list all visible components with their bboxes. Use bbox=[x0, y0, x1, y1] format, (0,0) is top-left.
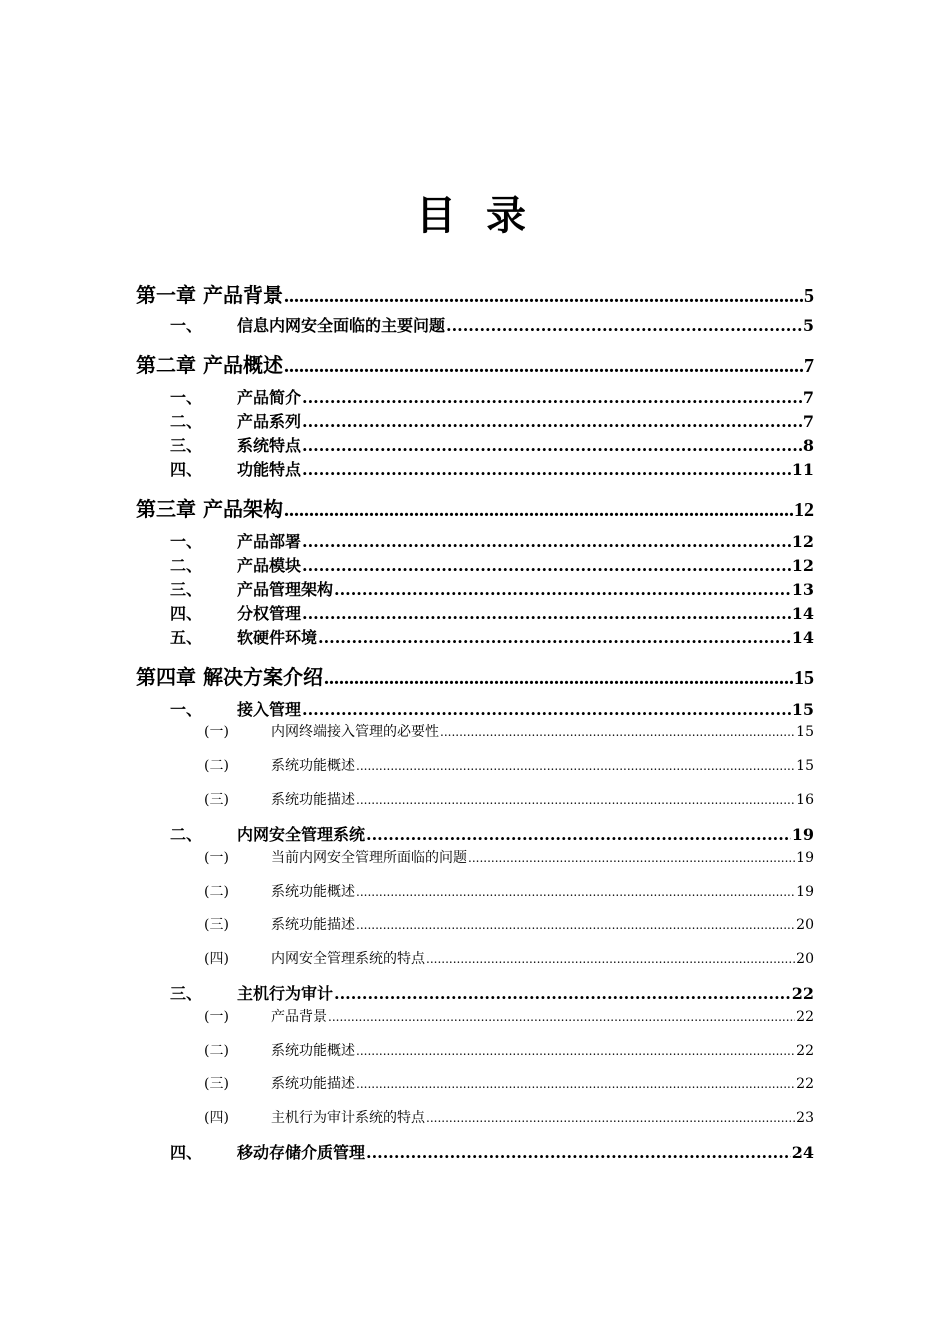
toc-dot-leader bbox=[302, 604, 791, 623]
toc-entry-title: 系统功能概述 bbox=[271, 758, 355, 774]
toc-dot-leader bbox=[366, 1143, 791, 1162]
toc-page-number: 22 bbox=[796, 1009, 814, 1025]
toc-entry-level-3[interactable] bbox=[204, 948, 814, 970]
toc-page-number: 22 bbox=[796, 1076, 814, 1092]
toc-dot-leader bbox=[440, 725, 795, 739]
toc-page-number: 7 bbox=[804, 355, 814, 377]
toc-entry-level-2[interactable] bbox=[170, 529, 814, 553]
toc-entry-title: 系统功能描述 bbox=[271, 792, 355, 808]
toc-page-number: 7 bbox=[802, 388, 814, 407]
toc-entry-number: 一、 bbox=[170, 316, 203, 335]
toc-entry-title: 分权管理 bbox=[237, 604, 302, 623]
toc-entry-title: 产品部署 bbox=[237, 532, 302, 551]
toc-entry-level-2[interactable] bbox=[170, 625, 814, 649]
toc-entry-number: (四) bbox=[204, 1110, 229, 1126]
toc-entry-level-2[interactable] bbox=[170, 601, 814, 625]
toc-entry-level-2[interactable] bbox=[170, 385, 814, 409]
toc-entry-level-2[interactable] bbox=[170, 577, 814, 601]
toc-entry-title: 当前内网安全管理所面临的问题 bbox=[271, 850, 467, 866]
toc-entry-level-2[interactable] bbox=[170, 433, 814, 457]
toc-dot-leader bbox=[468, 851, 795, 865]
toc-dot-leader bbox=[302, 436, 802, 455]
toc-entry-level-2[interactable] bbox=[170, 697, 814, 721]
toc-entry-level-1[interactable] bbox=[136, 493, 814, 523]
toc-entry-title: 内网安全管理系统的特点 bbox=[271, 951, 425, 967]
toc-entry-number: 三、 bbox=[170, 580, 203, 599]
toc-page-number: 22 bbox=[796, 1043, 814, 1059]
toc-page-number: 15 bbox=[796, 724, 814, 740]
toc-entry-title: 产品简介 bbox=[237, 388, 302, 407]
toc-entry-number: (二) bbox=[204, 884, 229, 900]
toc-entry-title: 第三章 产品架构 bbox=[136, 497, 283, 521]
toc-entry-level-3[interactable] bbox=[204, 914, 814, 936]
toc-entry-title: 系统功能概述 bbox=[271, 1043, 355, 1059]
toc-entry-number: 四、 bbox=[170, 460, 203, 479]
toc-page-number: 16 bbox=[796, 792, 814, 808]
toc-page-number: 5 bbox=[802, 316, 814, 335]
toc-entry-number: (二) bbox=[204, 758, 229, 774]
toc-entry-number: (三) bbox=[204, 792, 229, 808]
toc-dot-leader bbox=[356, 885, 795, 899]
toc-entry-title: 信息内网安全面临的主要问题 bbox=[237, 316, 446, 335]
toc-page-number: 19 bbox=[791, 825, 814, 844]
toc-dot-leader bbox=[324, 667, 793, 690]
toc-entry-title: 软硬件环境 bbox=[237, 628, 318, 647]
toc-dot-leader bbox=[302, 460, 791, 479]
toc-page-number: 19 bbox=[796, 884, 814, 900]
toc-page-number: 20 bbox=[796, 951, 814, 967]
toc-entry-level-2[interactable] bbox=[170, 313, 814, 337]
toc-dot-leader bbox=[302, 412, 802, 431]
toc-entry-level-1[interactable] bbox=[136, 661, 814, 691]
toc-page-number: 12 bbox=[791, 556, 814, 575]
toc-dot-leader bbox=[356, 1044, 795, 1058]
toc-entry-title: 第二章 产品概述 bbox=[136, 353, 283, 377]
toc-entry-level-2[interactable] bbox=[170, 457, 814, 481]
toc-page-number: 13 bbox=[791, 580, 814, 599]
toc-entry-number: (四) bbox=[204, 951, 229, 967]
toc-dot-leader bbox=[302, 556, 791, 575]
toc-entry-title: 接入管理 bbox=[237, 700, 302, 719]
toc-entry-level-3[interactable] bbox=[204, 1006, 814, 1028]
toc-entry-number: 二、 bbox=[170, 825, 203, 844]
toc-entry-number: 二、 bbox=[170, 412, 203, 431]
toc-page-number: 23 bbox=[796, 1110, 814, 1126]
toc-page-number: 19 bbox=[796, 850, 814, 866]
toc-entry-title: 主机行为审计 bbox=[237, 984, 334, 1003]
toc-entry-title: 系统功能描述 bbox=[271, 1076, 355, 1092]
toc-entry-title: 产品系列 bbox=[237, 412, 302, 431]
toc-entry-number: 一、 bbox=[170, 532, 203, 551]
toc-entry-level-2[interactable] bbox=[170, 822, 814, 846]
toc-page-number: 12 bbox=[791, 532, 814, 551]
toc-entry-title: 系统功能概述 bbox=[271, 884, 355, 900]
toc-dot-leader bbox=[318, 628, 791, 647]
toc-entry-level-3[interactable] bbox=[204, 847, 814, 869]
toc-dot-leader bbox=[284, 499, 793, 522]
toc-entry-number: (三) bbox=[204, 1076, 229, 1092]
toc-entry-title: 产品背景 bbox=[271, 1009, 327, 1025]
toc-entry-level-3[interactable] bbox=[204, 1073, 814, 1095]
toc-entry-title: 第四章 解决方案介绍 bbox=[136, 665, 323, 689]
toc-page-number: 8 bbox=[802, 436, 814, 455]
toc-page-number: 20 bbox=[796, 917, 814, 933]
toc-entry-number: 二、 bbox=[170, 556, 203, 575]
toc-dot-leader bbox=[302, 532, 791, 551]
toc-entry-title: 系统特点 bbox=[237, 436, 302, 455]
toc-page-number: 12 bbox=[794, 499, 814, 521]
toc-dot-leader bbox=[366, 825, 791, 844]
toc-entry-title: 内网终端接入管理的必要性 bbox=[271, 724, 439, 740]
toc-entry-level-2[interactable] bbox=[170, 409, 814, 433]
toc-entry-title: 主机行为审计系统的特点 bbox=[271, 1110, 425, 1126]
toc-entry-title: 内网安全管理系统 bbox=[237, 825, 366, 844]
toc-dot-leader bbox=[356, 793, 795, 807]
toc-entry-level-1[interactable] bbox=[136, 279, 814, 309]
toc-page-number: 15 bbox=[791, 700, 814, 719]
toc-entry-level-3[interactable] bbox=[204, 755, 814, 777]
toc-entry-number: (一) bbox=[204, 850, 229, 866]
toc-entry-number: (一) bbox=[204, 724, 229, 740]
toc-entry-level-1[interactable] bbox=[136, 349, 814, 379]
toc-entry-level-3[interactable] bbox=[204, 881, 814, 903]
toc-dot-leader bbox=[334, 984, 791, 1003]
toc-entry-number: 一、 bbox=[170, 388, 203, 407]
toc-page-number: 15 bbox=[794, 667, 814, 689]
toc-entry-title: 移动存储介质管理 bbox=[237, 1143, 366, 1162]
toc-entry-level-2[interactable] bbox=[170, 553, 814, 577]
toc-entry-number: (三) bbox=[204, 917, 229, 933]
toc-dot-leader bbox=[356, 1077, 795, 1091]
toc-entry-level-3[interactable] bbox=[204, 789, 814, 811]
toc-entry-number: 五、 bbox=[170, 628, 203, 647]
toc-dot-leader bbox=[328, 1010, 795, 1024]
toc-entry-level-3[interactable] bbox=[204, 1040, 814, 1062]
toc-entry-title: 产品管理架构 bbox=[237, 580, 334, 599]
toc-page-number: 11 bbox=[791, 460, 814, 479]
toc-dot-leader bbox=[426, 1111, 795, 1125]
toc-entry-number: 三、 bbox=[170, 984, 203, 1003]
toc-entry-level-2[interactable] bbox=[170, 1140, 814, 1164]
toc-dot-leader bbox=[302, 388, 802, 407]
toc-dot-leader bbox=[302, 700, 791, 719]
toc-page-number: 5 bbox=[804, 285, 814, 307]
toc-entry-title: 功能特点 bbox=[237, 460, 302, 479]
toc-page-number: 24 bbox=[791, 1143, 814, 1162]
toc-entry-level-2[interactable] bbox=[170, 981, 814, 1005]
toc-entry-number: 四、 bbox=[170, 1143, 203, 1162]
toc-title: 目 录 bbox=[416, 192, 534, 239]
toc-page-number: 22 bbox=[791, 984, 814, 1003]
toc-dot-leader bbox=[334, 580, 791, 599]
toc-entry-title: 系统功能描述 bbox=[271, 917, 355, 933]
toc-page-number: 7 bbox=[802, 412, 814, 431]
toc-dot-leader bbox=[356, 759, 795, 773]
toc-entry-title: 第一章 产品背景 bbox=[136, 283, 283, 307]
toc-entry-number: 一、 bbox=[170, 700, 203, 719]
toc-entry-number: (二) bbox=[204, 1043, 229, 1059]
toc-entry-number: (一) bbox=[204, 1009, 229, 1025]
toc-dot-leader bbox=[426, 952, 795, 966]
toc-entry-level-3[interactable] bbox=[204, 1107, 814, 1129]
toc-page-number: 14 bbox=[791, 604, 814, 623]
toc-dot-leader bbox=[284, 355, 803, 378]
toc-dot-leader bbox=[356, 918, 795, 932]
toc-page-number: 14 bbox=[791, 628, 814, 647]
toc-entry-number: 四、 bbox=[170, 604, 203, 623]
toc-entry-number: 三、 bbox=[170, 436, 203, 455]
toc-entry-title: 产品模块 bbox=[237, 556, 302, 575]
toc-dot-leader bbox=[284, 285, 803, 308]
toc-entry-level-3[interactable] bbox=[204, 721, 814, 743]
toc-dot-leader bbox=[446, 316, 802, 335]
toc-page-number: 15 bbox=[796, 758, 814, 774]
